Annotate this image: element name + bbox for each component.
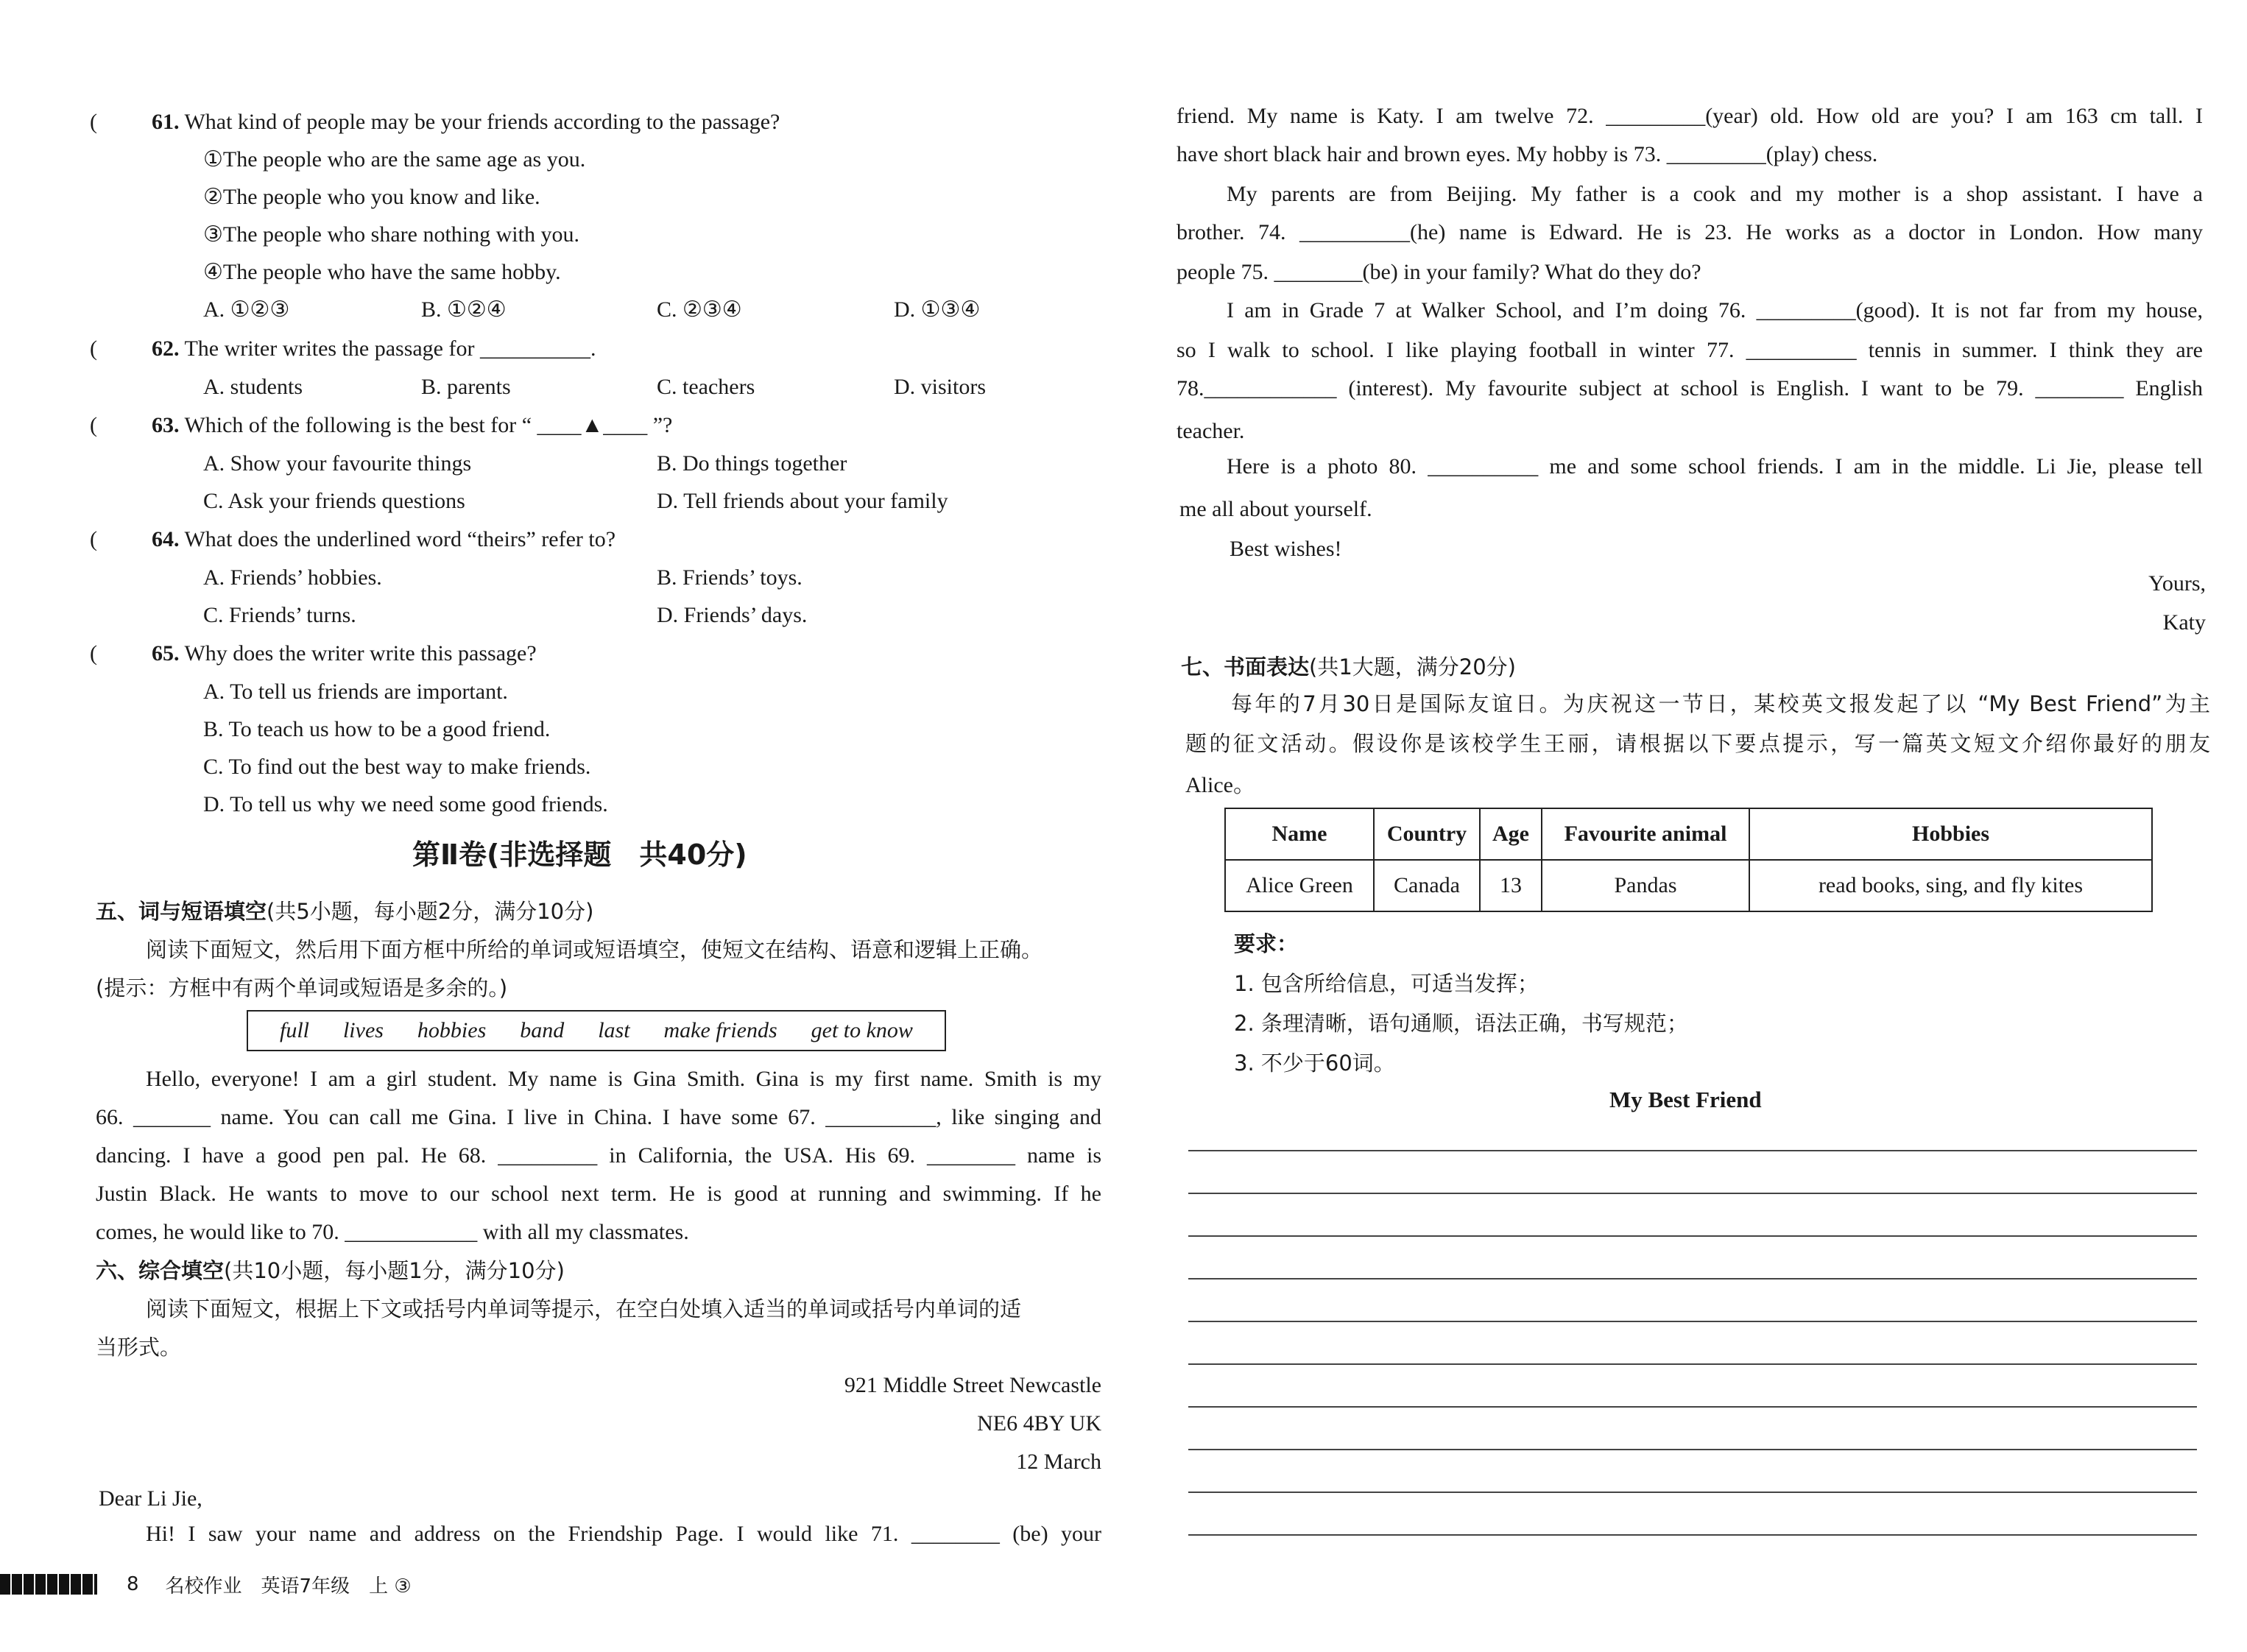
letter-line: My parents are from Beijing. My father is a cook and my mother is a shop assistant. I have a: [1227, 182, 2203, 206]
answer-paren[interactable]: (: [90, 641, 97, 666]
question-text: What does the underlined word “theirs” refer to?: [184, 527, 616, 551]
book-title: 名校作业 英语7年级 上 ③: [165, 1575, 412, 1598]
choice-d[interactable]: D. Tell friends about your family: [657, 489, 948, 513]
letter-line: I am in Grade 7 at Walker School, and I’m doing 76. _________(good). It is not far from my house,: [1227, 298, 2203, 322]
letter-closing: Best wishes!: [1230, 537, 1342, 561]
choice-a[interactable]: A. students: [203, 375, 303, 399]
letter-greeting: Dear Li Jie,: [99, 1486, 202, 1511]
writing-line[interactable]: [1188, 1406, 2197, 1408]
question-number: 65.: [152, 641, 180, 666]
question-62: [90, 334, 1010, 364]
choice-d[interactable]: D. ①③④: [894, 297, 981, 322]
writing-line[interactable]: [1188, 1278, 2197, 1279]
table-header: Country: [1374, 808, 1480, 860]
answer-paren[interactable]: (: [90, 527, 97, 551]
choice-c[interactable]: C. To find out the best way to make friends.: [203, 755, 591, 779]
choice-b[interactable]: B. ①②④: [421, 297, 507, 322]
question-number: 61.: [152, 110, 180, 134]
section5-hint: (提示：方框中有两个单词或短语是多余的。): [96, 975, 508, 1000]
passage-line: Justin Black. He wants to move to our school next term. He is good at running and swimming. If he: [96, 1182, 1101, 1206]
writing-line[interactable]: [1188, 1363, 2197, 1365]
table-cell: read books, sing, and fly kites: [1749, 860, 2152, 911]
letter-line: Here is a photo 80. __________ me and some school friends. I am in the middle. Li Jie, please tell: [1227, 454, 2203, 479]
question-text: Which of the following is the best for “ ____▲____ ”?: [184, 413, 673, 437]
option-item: ②The people who you know and like.: [203, 185, 540, 209]
section7-instruction: 每年的7月30日是国际友谊日。为庆祝这一节日，某校英文报发起了以 “My Best Friend”为主: [1231, 691, 2210, 716]
word-option: full: [279, 1018, 309, 1042]
choice-a[interactable]: A. ①②③: [203, 297, 290, 322]
passage-line: comes, he would like to 70. ____________ with all my classmates.: [96, 1220, 689, 1244]
letter-line: so I walk to school. I like playing football in winter 77. __________ tennis in summer. I think they are: [1177, 338, 2203, 362]
choice-c[interactable]: C. Ask your friends questions: [203, 489, 465, 513]
letter-line: people 75. ________(be) in your family? What do they do?: [1177, 260, 1701, 284]
address-line: NE6 4BY UK: [977, 1411, 1101, 1436]
choice-d[interactable]: D. To tell us why we need some good friends.: [203, 792, 608, 816]
writing-line[interactable]: [1188, 1321, 2197, 1322]
section6-instruction-cont: 当形式。: [96, 1335, 182, 1360]
word-option: get to know: [811, 1018, 913, 1042]
section6-instruction: 阅读下面短文，根据上下文或括号内单词等提示，在空白处填入适当的单词或括号内单词的适: [146, 1296, 1022, 1321]
table-header-row: [1225, 808, 2152, 860]
question-text: The writer writes the passage for __________.: [184, 336, 596, 361]
answer-paren[interactable]: (: [90, 110, 97, 134]
table-row: [1225, 860, 2152, 911]
choice-a[interactable]: A. Friends’ hobbies.: [203, 565, 382, 590]
section5-title: 五、词与短语填空(共5小题，每小题2分，满分10分): [96, 899, 594, 924]
word-box: [247, 1010, 946, 1051]
choice-a[interactable]: A. To tell us friends are important.: [203, 679, 508, 704]
writing-line[interactable]: [1188, 1235, 2197, 1237]
passage-line: 66. _______ name. You can call me Gina. I live in China. I have some 67. __________, like singing and: [96, 1105, 1101, 1129]
choice-b[interactable]: B. parents: [421, 375, 511, 399]
writing-line[interactable]: [1188, 1449, 2197, 1450]
question-text: What kind of people may be your friends according to the passage?: [184, 110, 780, 134]
writing-line[interactable]: [1188, 1534, 2197, 1536]
choice-b[interactable]: B. To teach us how to be a good friend.: [203, 717, 551, 741]
table-cell: Pandas: [1542, 860, 1749, 911]
part2-title: 第Ⅱ卷(非选择题 共40分): [412, 839, 747, 871]
table-cell: Canada: [1374, 860, 1480, 911]
choice-c[interactable]: C. Friends’ turns.: [203, 603, 356, 627]
writing-line[interactable]: [1188, 1492, 2197, 1493]
writing-line[interactable]: [1188, 1150, 2197, 1151]
choice-d[interactable]: D. visitors: [894, 375, 987, 399]
choice-c[interactable]: C. teachers: [657, 375, 755, 399]
question-63: [90, 411, 1010, 440]
page-marker-bar: [0, 1574, 97, 1595]
choice-b[interactable]: B. Friends’ toys.: [657, 565, 802, 590]
letter-line: have short black hair and brown eyes. My hobby is 73. _________(play) chess.: [1177, 142, 1878, 166]
word-option: band: [520, 1018, 565, 1042]
section6-title: 六、综合填空(共10小题，每小题1分，满分10分): [96, 1258, 565, 1283]
page-footer: [0, 1570, 412, 1599]
requirements-title: 要求：: [1234, 931, 1299, 956]
question-61: [90, 107, 1010, 137]
table-header: Hobbies: [1749, 808, 2152, 860]
word-option: make friends: [663, 1018, 777, 1042]
option-item: ③The people who share nothing with you.: [203, 222, 579, 247]
letter-line: Hi! I saw your name and address on the Friendship Page. I would like 71. ________ (be) your: [146, 1522, 1101, 1546]
question-text: Why does the writer write this passage?: [184, 641, 537, 666]
signoff-line: Yours,: [2148, 571, 2206, 596]
letter-line: teacher.: [1177, 419, 1245, 443]
table-header: Name: [1225, 808, 1374, 860]
passage-line: dancing. I have a good pen pal. He 68. _________ in California, the USA. His 69. ________ name is: [96, 1143, 1101, 1168]
choice-d[interactable]: D. Friends’ days.: [657, 603, 808, 627]
section7-instruction-end: Alice。: [1185, 773, 1255, 797]
choice-a[interactable]: A. Show your favourite things: [203, 451, 472, 476]
word-option: last: [598, 1018, 630, 1042]
word-option: lives: [342, 1018, 384, 1042]
question-number: 63.: [152, 413, 180, 437]
choice-c[interactable]: C. ②③④: [657, 297, 742, 322]
table-header: Favourite animal: [1542, 808, 1749, 860]
passage-line: Hello, everyone! I am a girl student. My name is Gina Smith. Gina is my first name. Smith is my: [146, 1067, 1101, 1091]
info-table: [1224, 808, 2153, 912]
letter-line: friend. My name is Katy. I am twelve 72. _________(year) old. How old are you? I am 163 cm tall. I: [1177, 104, 2203, 128]
writing-line[interactable]: [1188, 1193, 2197, 1194]
question-64: [90, 525, 1010, 554]
answer-paren[interactable]: (: [90, 413, 97, 437]
letter-line: brother. 74. __________(he) name is Edward. He is 23. He works as a doctor in London. How many: [1177, 220, 2203, 244]
section7-title: 七、书面表达(共1大题，满分20分): [1181, 654, 1516, 679]
date-line: 12 March: [1016, 1450, 1101, 1474]
question-65: [90, 639, 1010, 668]
section5-instruction: 阅读下面短文，然后用下面方框中所给的单词或短语填空，使短文在结构、语意和逻辑上正确。: [146, 937, 1043, 962]
requirement-item: 2. 条理清晰，语句通顺，语法正确，书写规范；: [1234, 1011, 1688, 1036]
table-cell: 13: [1480, 860, 1542, 911]
table-header: Age: [1480, 808, 1542, 860]
question-number: 64.: [152, 527, 180, 551]
question-number: 62.: [152, 336, 180, 361]
option-item: ①The people who are the same age as you.: [203, 147, 586, 172]
requirement-item: 3. 不少于60词。: [1234, 1051, 1395, 1076]
letter-line: 78.____________ (interest). My favourite subject at school is English. I want to be 79. ________ English: [1177, 376, 2203, 400]
table-cell: Alice Green: [1225, 860, 1374, 911]
essay-title: My Best Friend: [1609, 1087, 1762, 1112]
section7-instruction-cont: 题的征文活动。假设你是该校学生王丽，请根据以下要点提示，写一篇英文短文介绍你最好的朋友: [1185, 731, 2210, 756]
requirement-item: 1. 包含所给信息，可适当发挥；: [1234, 971, 1539, 996]
option-item: ④The people who have the same hobby.: [203, 260, 561, 284]
word-option: hobbies: [417, 1018, 487, 1042]
answer-paren[interactable]: (: [90, 336, 97, 361]
address-line: 921 Middle Street Newcastle: [844, 1373, 1101, 1397]
page-number: 8: [127, 1573, 139, 1595]
signature-name: Katy: [2162, 610, 2206, 635]
letter-line: me all about yourself.: [1179, 497, 1372, 521]
choice-b[interactable]: B. Do things together: [657, 451, 847, 476]
